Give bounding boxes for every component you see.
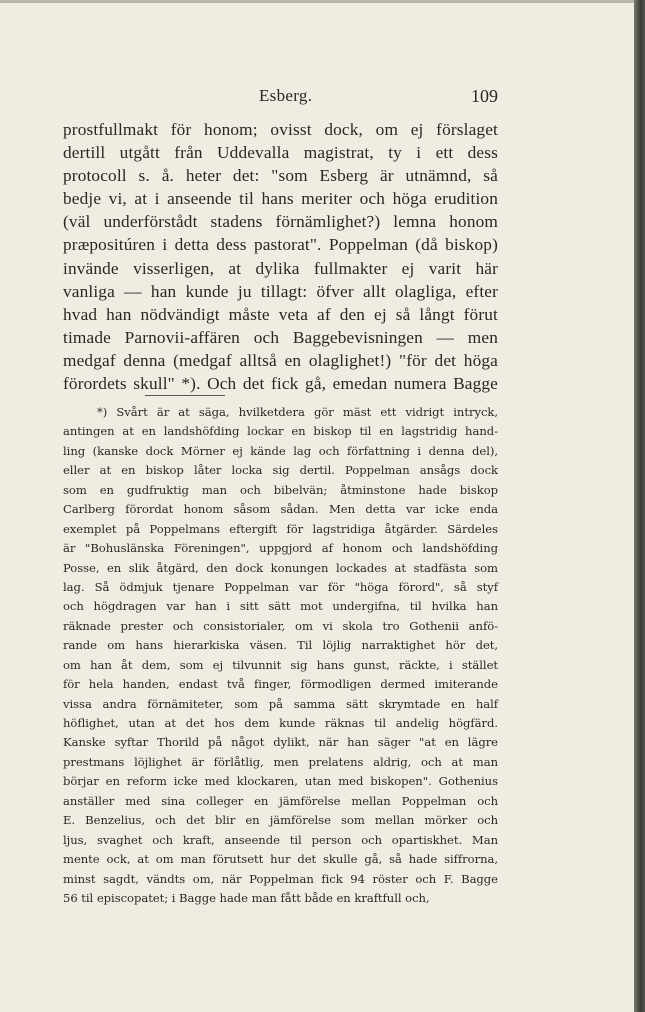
- body-line: dertill utgått från Uddevalla magistrat, ty i ett dess: [63, 143, 498, 163]
- footnote-line: och högdragen var han i sitt sätt mot undergifna, til hvilka han: [63, 599, 498, 614]
- body-line: præpositúren i detta dess pastorat". Poppelman (då biskop): [63, 235, 498, 255]
- footnote-line: Carlberg förordat honom såsom sådan. Men detta var icke enda: [63, 502, 498, 517]
- footnote-line: mente ock, at om man förutsett hur det skulle gå, så hade siffrorna,: [63, 852, 498, 867]
- footnote-line: ling (kanske dock Mörner ej kände lag och författning i denna del),: [63, 443, 498, 458]
- body-line: vanliga — han kunde ju tillagt: öfver allt olagliga, efter: [63, 281, 498, 301]
- footnote-line: eller at en biskop låter locka sig dertil. Poppelman ansågs dock: [63, 463, 498, 478]
- running-head: Esberg.: [259, 86, 313, 105]
- body-line: förordets skull" *). Och det fick gå, emedan numera Bagge: [63, 374, 498, 394]
- footnote-line: E. Benzelius, och det blir en jämförelse som mellan mörker och: [63, 813, 498, 828]
- footnote-line: antingen at en landshöfding lockar en biskop til en lagstridig hand-: [63, 424, 498, 439]
- body-line: timade Parnovii-affären och Baggebevisningen — men: [63, 327, 498, 347]
- footnote-line: för hela handen, endast två finger, förmodligen dermed imiterande: [63, 677, 498, 692]
- footnote-line: höflighet, utan at det hos dem kunde räknas til andelig högfärd.: [63, 716, 498, 730]
- body-line: bedje vi, at i anseende til hans meriter och höga erudition: [63, 189, 498, 209]
- body-line: prostfullmakt för honom; ovisst dock, om ej förslaget: [63, 120, 498, 139]
- footnote-line: prestmans löjlighet är förlåtlig, men prelatens aldrig, och at man: [63, 754, 498, 769]
- page-number: 109: [471, 86, 498, 106]
- footnote-block: [63, 403, 498, 908]
- footnote-line: Posse, en slik åtgärd, den dock konungen lockades at stadfästa som: [63, 560, 498, 575]
- body-line: (väl underförstådt stadens förnämlighet?) lemna honom: [63, 212, 498, 232]
- footnote-line: minst sagdt, vändts om, när Poppelman fick 94 röster och F. Bagge: [63, 871, 498, 886]
- body-line: protocoll s. å. heter det: "som Esberg är utnämnd, så: [63, 166, 498, 186]
- footnote-line: *) Svårt är at säga, hvilketdera gör mäst ett vidrigt intryck,: [97, 405, 498, 419]
- page-header: [63, 86, 498, 110]
- footnote-line: vissa andra förnämiteter, som på samma sätt skrymtade en half: [63, 696, 498, 711]
- footnote-line: anställer med sina colleger en jämförelse mellan Poppelman och: [63, 793, 498, 808]
- body-line: hvad han nödvändigt måste veta af den ej så långt förut: [63, 304, 498, 324]
- main-text: [63, 118, 498, 395]
- footnote-line: är "Bohuslänska Föreningen", uppgjord af honom och landshöfding: [63, 541, 498, 556]
- body-line: invände visserligen, at dylika fullmakter ej varit här: [63, 258, 498, 278]
- footnote-line: rande om hans hierarkiska väsen. Til löjlig narraktighet hör det,: [63, 638, 498, 653]
- footnote-line: som en gudfruktig man och bibelvän; åtminstone hade biskop: [63, 482, 498, 497]
- footnote-line: börjar en reform icke med klockaren, utan med biskopen". Gothenius: [63, 774, 498, 789]
- page-top-edge: [0, 0, 645, 3]
- footnote-line: lag. Så ödmjuk tjenare Poppelman var för "höga förord", så styf: [63, 579, 498, 594]
- footnote-line: Kanske syftar Thorild på något dylikt, när han säger "at en lägre: [63, 735, 498, 750]
- footnote-line: om han åt dem, som ej tilvunnit sig hans gunst, räckte, i stället: [63, 657, 498, 672]
- footnote-line: räknade prester och consistorialer, om vi skola tro Gothenii anfö-: [63, 618, 498, 633]
- footnote-line: ljus, svaghet och kraft, anseende til person och opartiskhet. Man: [63, 832, 498, 847]
- footnote-line: 56 til episcopatet; i Bagge hade man fått både en kraftfull och,: [63, 890, 430, 905]
- footnote-separator: [145, 395, 225, 396]
- body-line: medgaf denna (medgaf alltså en olaglighet!) "för det höga: [63, 350, 498, 370]
- page-binding-edge: [634, 0, 645, 1012]
- footnote-line: exemplet på Poppelmans eftergift för lagstridiga åtgärder. Särdeles: [63, 521, 498, 536]
